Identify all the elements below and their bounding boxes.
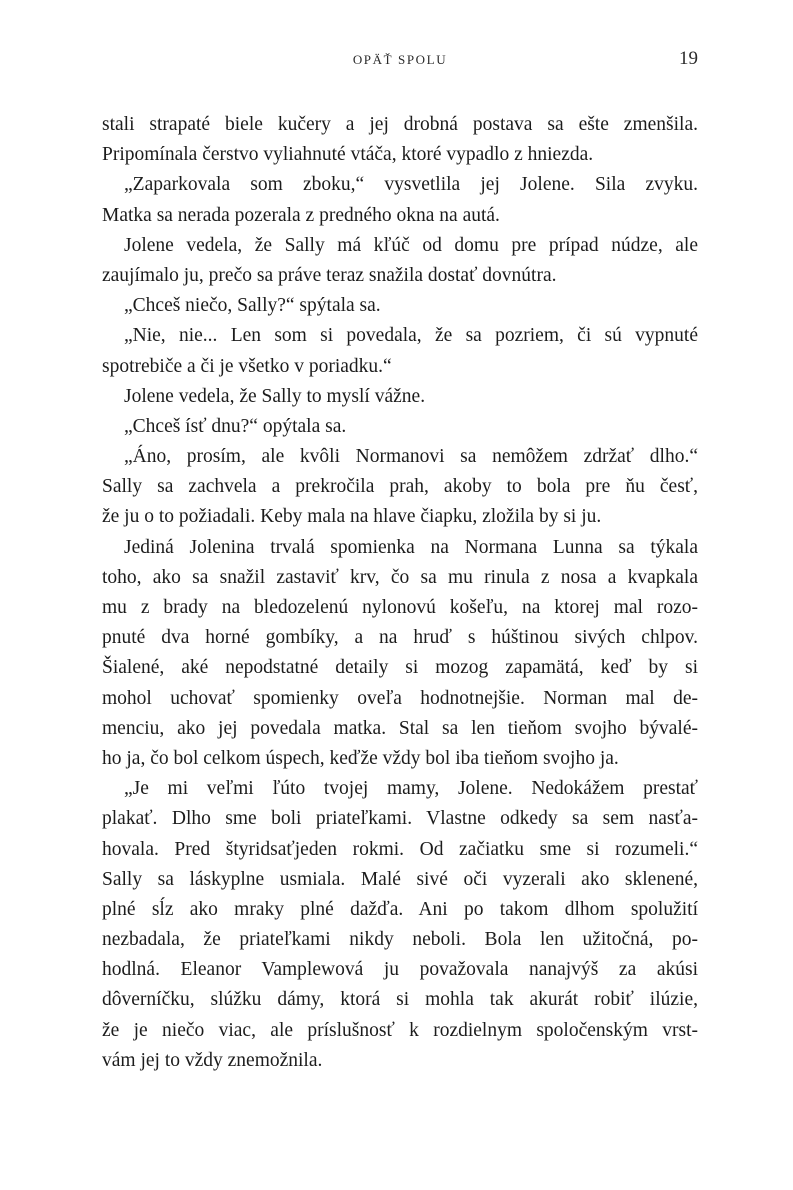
body-text <box>102 110 698 1076</box>
text-line: ho ja, čo bol celkom úspech, keďže vždy bol iba tieňom svojho ja. <box>102 747 619 769</box>
text-line: Jolene vedela, že Sally má kľúč od domu pre prípad núdze, ale <box>124 234 698 256</box>
text-line: toho, ako sa snažil zastaviť krv, čo sa mu rinula z nosa a kvapkala <box>102 566 698 588</box>
text-line: zaujímalo ju, prečo sa práve teraz snažila dostať dovnútra. <box>102 264 557 286</box>
text-line: hovala. Pred štyridsaťjeden rokmi. Od začiatku sme si rozumeli.“ <box>102 838 698 860</box>
text-line: že ju o to požiadali. Keby mala na hlave čiapku, zložila by si ju. <box>102 506 602 528</box>
page-header <box>102 48 698 72</box>
text-line: „Je mi veľmi ľúto tvojej mamy, Jolene. Nedokážem prestať <box>124 778 698 800</box>
text-line: mohol uchovať spomienky oveľa hodnotnejšie. Norman mal de- <box>102 687 698 709</box>
text-line: pnuté dva horné gombíky, a na hruď s húštinou sivých chlpov. <box>102 627 698 649</box>
text-line: že je niečo viac, ale príslušnosť k rozdielnym spoločenským vrst- <box>102 1019 698 1041</box>
text-line: menciu, ako jej povedala matka. Stal sa len tieňom svojho bývalé- <box>102 717 698 739</box>
text-line: plakať. Dlho sme boli priateľkami. Vlastne odkedy sa sem nasťa- <box>102 808 698 830</box>
page-number: 19 <box>679 48 698 69</box>
text-line: „Chceš niečo, Sally?“ spýtala sa. <box>124 295 381 317</box>
text-line: „Zaparkovala som zboku,“ vysvetlila jej Jolene. Sila zvyku. <box>124 174 698 196</box>
text-line: Jolene vedela, že Sally to myslí vážne. <box>124 385 426 407</box>
text-line: plné sĺz ako mraky plné dažďa. Ani po takom dlhom spolužití <box>102 898 698 920</box>
running-title: OPÄŤ SPOLU <box>352 52 448 67</box>
text-line: „Nie, nie... Len som si povedala, že sa pozriem, či sú vypnuté <box>124 325 698 347</box>
text-line: Sally sa zachvela a prekročila prah, akoby to bola pre ňu česť, <box>102 476 698 498</box>
text-line: Šialené, aké nepodstatné detaily si mozog zapamätá, keď by si <box>102 657 698 679</box>
text-line: spotrebiče a či je všetko v poriadku.“ <box>102 355 392 377</box>
text-line: „Chceš ísť dnu?“ opýtala sa. <box>124 415 347 437</box>
text-line: Matka sa nerada pozerala z predného okna na autá. <box>102 204 500 226</box>
text-line: mu z brady na bledozelenú nylonovú košeľu, na ktorej mal rozo- <box>102 597 698 618</box>
text-line: stali strapaté biele kučery a jej drobná postava sa ešte zmenšila. <box>102 114 698 135</box>
text-line: dôverníčku, slúžku dámy, ktorá si mohla tak akurát robiť ilúzie, <box>102 989 698 1011</box>
text-line: vám jej to vždy znemožnila. <box>102 1049 323 1071</box>
text-line: Jediná Jolenina trvalá spomienka na Normana Lunna sa týkala <box>124 536 698 558</box>
text-line: „Áno, prosím, ale kvôli Normanovi sa nemôžem zdržať dlho.“ <box>124 446 698 468</box>
text-line: nezbadala, že priateľkami nikdy neboli. Bola len užitočná, po- <box>102 929 698 951</box>
text-line: Sally sa láskyplne usmiala. Malé sivé oči vyzerali ako sklenené, <box>102 868 698 890</box>
text-line: hodlná. Eleanor Vamplewová ju považovala nanajvýš za akúsi <box>102 959 698 981</box>
text-line: Pripomínala čerstvo vyliahnuté vtáča, ktoré vypadlo z hniezda. <box>102 144 594 166</box>
